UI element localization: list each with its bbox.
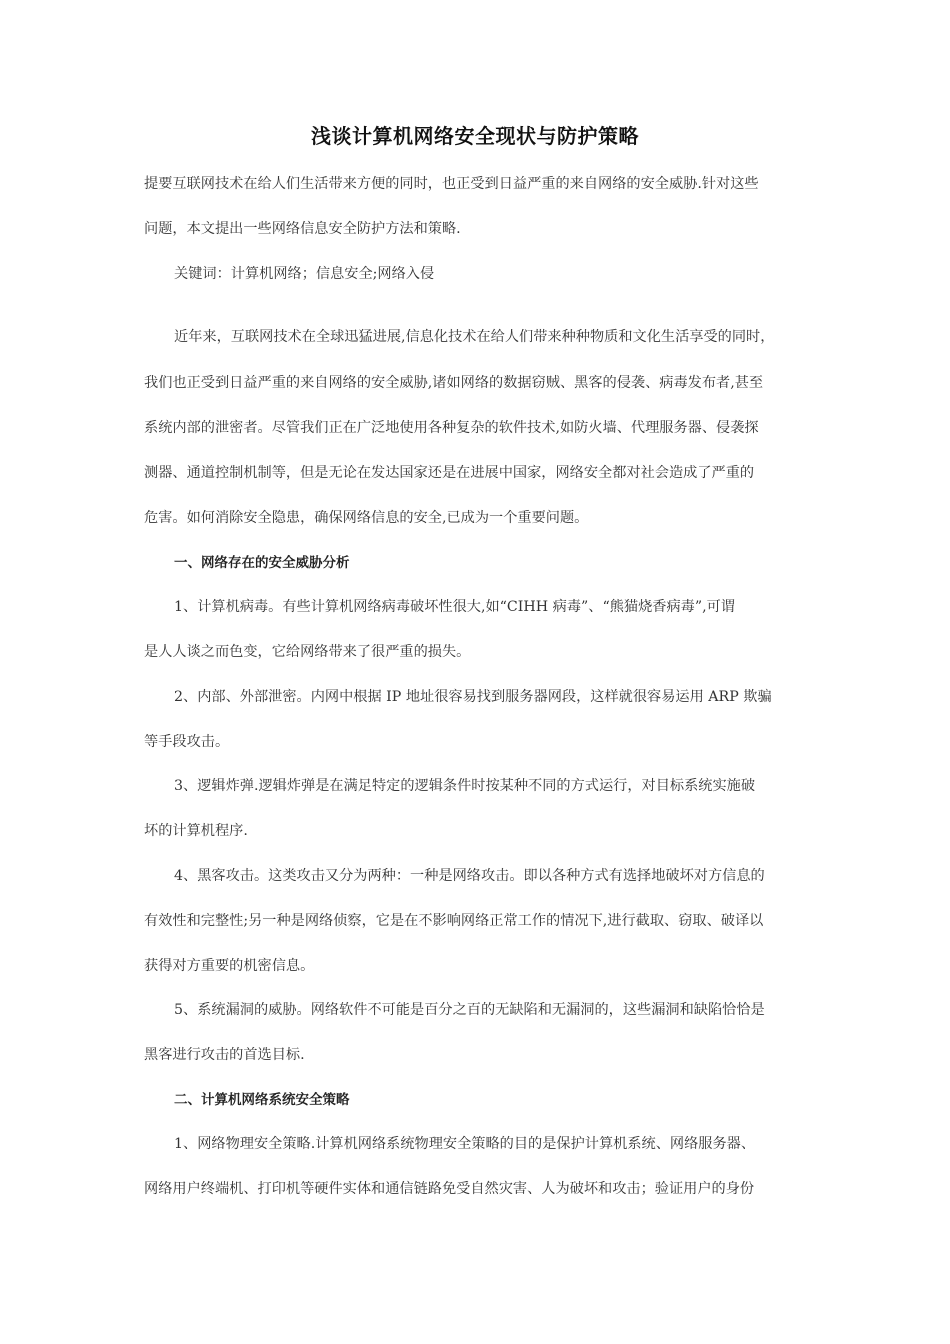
section-heading: 二、计算机网络系统安全策略 — [174, 1092, 350, 1108]
intro-line: 我们也正受到日益严重的来自网络的安全威胁,诸如网络的数据窃贼、黑客的侵袭、病毒发布者,甚至 — [144, 375, 764, 391]
paragraph-line: 5、系统漏洞的威胁。网络软件不可能是百分之百的无缺陷和无漏洞的，这些漏洞和缺陷恰恰是 — [174, 1002, 765, 1018]
paragraph-line: 4、黑客攻击。这类攻击又分为两种：一种是网络攻击。即以各种方式有选择地破坏对方信息的 — [174, 868, 765, 884]
intro-line: 近年来，互联网技术在全球迅猛进展,信息化技术在给人们带来种种物质和文化生活享受的同时， — [174, 329, 775, 345]
intro-line: 系统内部的泄密者。尽管我们正在广泛地使用各种复杂的软件技术,如防火墙、代理服务器、侵袭探 — [144, 420, 759, 436]
paragraph-line: 3、逻辑炸弹.逻辑炸弹是在满足特定的逻辑条件时按某种不同的方式运行，对目标系统实施破 — [174, 778, 756, 794]
intro-line: 测器、通道控制机制等，但是无论在发达国家还是在进展中国家，网络安全都对社会造成了严重的 — [144, 465, 755, 481]
paragraph-line: 是人人谈之而色变，它给网络带来了很严重的损失。 — [144, 644, 471, 660]
intro-line: 危害。如何消除安全隐患，确保网络信息的安全,已成为一个重要问题。 — [144, 510, 589, 526]
abstract-line: 提要互联网技术在给人们生活带来方便的同时，也正受到日益严重的来自网络的安全威胁.针对这些 — [144, 176, 759, 192]
paragraph-line: 2、内部、外部泄密。内网中根据 IP 地址很容易找到服务器网段，这样就很容易运用 ARP 欺骗 — [174, 689, 772, 705]
paragraph-line: 网络用户终端机、打印机等硬件实体和通信链路免受自然灾害、人为破坏和攻击；验证用户的身份 — [144, 1181, 755, 1197]
paragraph-line: 获得对方重要的机密信息。 — [144, 958, 315, 974]
section-heading: 一、网络存在的安全威胁分析 — [174, 555, 350, 571]
paragraph-line: 坏的计算机程序. — [144, 823, 248, 839]
paragraph-line: 黑客进行攻击的首选目标. — [144, 1047, 305, 1063]
keywords-line: 关键词：计算机网络；信息安全;网络入侵 — [174, 266, 435, 282]
paragraph-line: 1、网络物理安全策略.计算机网络系统物理安全策略的目的是保护计算机系统、网络服务器、 — [174, 1136, 756, 1152]
paragraph-line: 有效性和完整性;另一种是网络侦察，它是在不影响网络正常工作的情况下,进行截取、窃取、破译以 — [144, 913, 764, 929]
paragraph-line: 1、计算机病毒。有些计算机网络病毒破坏性很大,如“CIHH 病毒”、“熊猫烧香病毒”,可谓 — [174, 599, 735, 615]
abstract-line: 问题，本文提出一些网络信息安全防护方法和策略. — [144, 221, 461, 237]
document-title: 浅谈计算机网络安全现状与防护策略 — [311, 124, 639, 148]
paragraph-line: 等手段攻击。 — [144, 734, 230, 750]
